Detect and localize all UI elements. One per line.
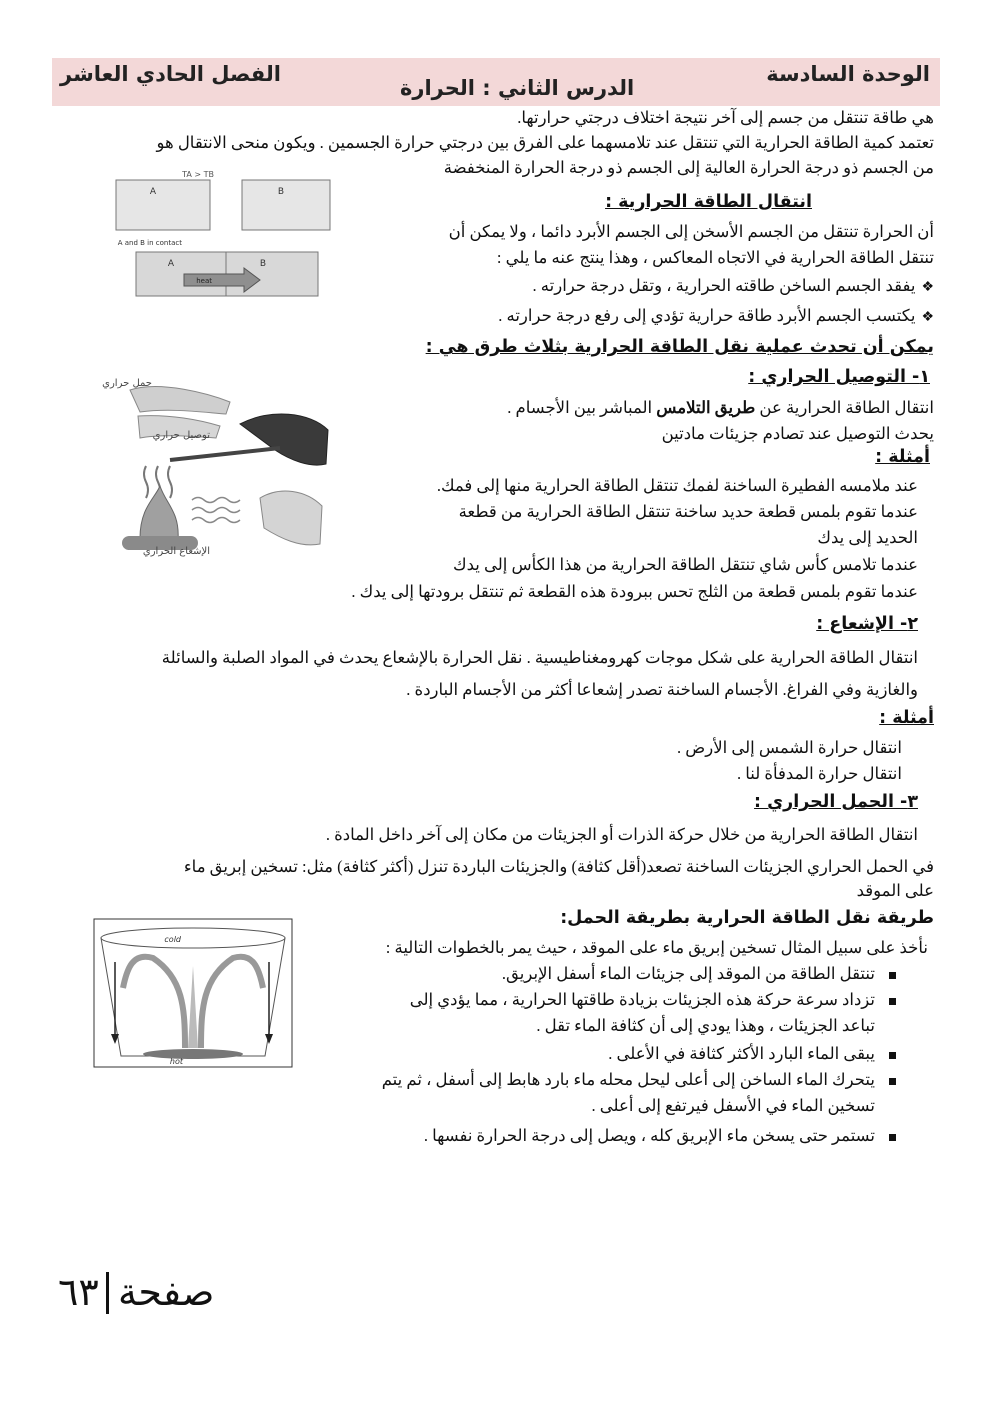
- lesson-title: الدرس الثاني : الحرارة: [400, 76, 635, 100]
- block-a: [116, 180, 210, 230]
- example-line: عندما تقوم بلمس قطعة من الثلج تحس ببرودة هذه القطعة ثم تنتقل برودتها إلى يدك .: [351, 582, 918, 601]
- examples-label: أمثلة :: [879, 708, 934, 728]
- conduction-definition: انتقال الطاقة الحرارية عن طريق التلامس المباشر بين الأجسام .: [507, 398, 934, 417]
- block-b: [242, 180, 330, 230]
- block-b-label: B: [277, 187, 284, 197]
- contact-label: A and B in contact: [117, 239, 182, 247]
- three-ways-heading: يمكن أن تحدث عملية نقل الطاقة الحرارية بثلاث طرق هي :: [425, 337, 934, 357]
- list-item: تستمر حتى يسخن ماء الإبريق كله ، ويصل إلى درجة الحرارة نفسها .: [424, 1124, 896, 1148]
- list-item-continuation: تسخين الماء في الأسفل فيرتفع إلى أعلى .: [591, 1096, 875, 1115]
- section-heading: ٢- الإشعاع :: [816, 614, 918, 634]
- example-line: عند ملامسه الفطيرة الساخنة لفمك تنتقل الطاقة الحرارية منها إلى فمك.: [436, 476, 918, 495]
- chapter-title: الفصل الحادي العاشر: [60, 62, 281, 86]
- heat-transfer-illustration: [100, 368, 340, 568]
- example-line: الحديد إلى يدك: [817, 528, 918, 547]
- intro-line: من الجسم ذو درجة الحرارة العالية إلى الجسم ذو درجة الحرارة المنخفضة: [443, 158, 934, 177]
- conduction-text: يحدث التوصيل عند تصادم جزيئات مادتين: [661, 424, 934, 443]
- list-item: يبقى الماء البارد الأكثر كثافة في الأعلى .: [608, 1042, 896, 1066]
- footer-divider: [106, 1272, 109, 1314]
- method-heading: طريقة نقل الطاقة الحرارية بطريقة الحمل:: [560, 908, 934, 928]
- page-number: ٦٣: [58, 1270, 99, 1314]
- radiation-text: انتقال الطاقة الحرارية على شكل موجات كهرومغناطيسية . نقل الحرارة بالإشعاع يحدث في المواد الصلبة والسائلة: [161, 648, 918, 667]
- temp-relation-label: TA > TB: [182, 170, 214, 179]
- list-item: ❖يفقد الجسم الساخن طاقته الحرارية ، وتقل درجة حرارته .: [533, 274, 934, 300]
- section-heading: ٣- الحمل الحراري :: [754, 792, 918, 812]
- cold-label: cold: [164, 935, 181, 944]
- diamond-bullet-icon: ❖: [921, 310, 934, 325]
- convection-text: على الموقد: [856, 881, 934, 900]
- page-label: صفحة: [118, 1270, 215, 1314]
- square-bullet-icon: [889, 1134, 896, 1141]
- square-bullet-icon: [889, 972, 896, 979]
- example-line: انتقال حرارة الشمس إلى الأرض .: [677, 738, 902, 757]
- intro-line: تعتمد كمية الطاقة الحرارية التي تنتقل عند تلامسهما على الفرق بين درجتي حرارة الجسمين . ويكون منحى الانتقال هو: [156, 133, 934, 152]
- list-item: ❖يكتسب الجسم الأبرد طاقة حرارية تؤدي إلى رفع درجة حرارته .: [498, 304, 934, 330]
- list-item: يتحرك الماء الساخن إلى أعلى ليحل محله ماء بارد هابط إلى أسفل ، ثم يتم: [382, 1068, 896, 1092]
- unit-title: الوحدة السادسة: [766, 62, 930, 86]
- section-heading: انتقال الطاقة الحرارية :: [605, 192, 812, 212]
- svg-text:B: B: [259, 259, 266, 269]
- list-item-continuation: تباعد الجزيئات ، وهذا يودي إلى أن كثافة الماء تقل .: [536, 1016, 875, 1035]
- examples-label: أمثلة :: [875, 447, 930, 467]
- hot-label: hot: [169, 1057, 183, 1066]
- method-intro: نأخذ على سبيل المثال تسخين إبريق ماء على الموقد ، حيث يمر بالخطوات التالية :: [385, 938, 928, 957]
- intro-line: هي طاقة تنتقل من جسم إلى آخر نتيجة اختلاف درجتي حرارتها.: [517, 108, 934, 127]
- transfer-text: أن الحرارة تنتقل من الجسم الأسخن إلى الجسم الأبرد دائما ، ولا يمكن أن: [448, 222, 934, 241]
- section-heading: ١- التوصيل الحراري :: [748, 367, 930, 387]
- contact-blocks-figure: [114, 168, 334, 300]
- heat-source: [143, 1049, 243, 1059]
- convection-text: انتقال الطاقة الحرارية من خلال حركة الذرات أو الجزيئات من مكان إلى آخر داخل المادة .: [325, 825, 918, 844]
- block-a-label: A: [149, 187, 156, 197]
- example-line: عندما تقوم بلمس قطعة حديد ساخنة تنتقل الطاقة الحرارية من قطعة: [458, 502, 918, 521]
- convection-pot-figure: [93, 918, 293, 1068]
- example-line: انتقال حرارة المدفأة لنا .: [736, 764, 902, 783]
- conduction-label: توصيل حراري: [152, 430, 210, 441]
- radiation-label: الإشعاع الحراري: [142, 546, 210, 557]
- list-item: تنتقل الطاقة من الموقد إلى جزيئات الماء أسفل الإبريق.: [502, 962, 896, 986]
- example-line: عندما تلامس كأس شاي تنتقل الطاقة الحرارية من هذا الكأس إلى يدك: [453, 555, 918, 574]
- convection-text: في الحمل الحراري الجزيئات الساخنة تصعد(أقل كثافة) والجزيئات الباردة تنزل (أكثر كثافة) مثل: تسخين إبريق ماء: [183, 857, 934, 876]
- square-bullet-icon: [889, 1052, 896, 1059]
- svg-text:A: A: [167, 259, 174, 269]
- heat-arrow-label: heat: [196, 277, 212, 285]
- diamond-bullet-icon: ❖: [921, 280, 934, 295]
- square-bullet-icon: [889, 1078, 896, 1085]
- list-item: تزداد سرعة حركة هذه الجزيئات بزيادة طاقتها الحرارية ، مما يؤدي إلى: [410, 988, 896, 1012]
- radiation-text: والغازية وفي الفراغ. الأجسام الساخنة تصدر إشعاعا أكثر من الأجسام الباردة .: [406, 680, 918, 699]
- square-bullet-icon: [889, 998, 896, 1005]
- transfer-text: تنتقل الطاقة الحرارية في الاتجاه المعاكس ، وهذا ينتج عنه ما يلي :: [496, 248, 934, 267]
- convection-label: حمل حراري: [102, 378, 152, 389]
